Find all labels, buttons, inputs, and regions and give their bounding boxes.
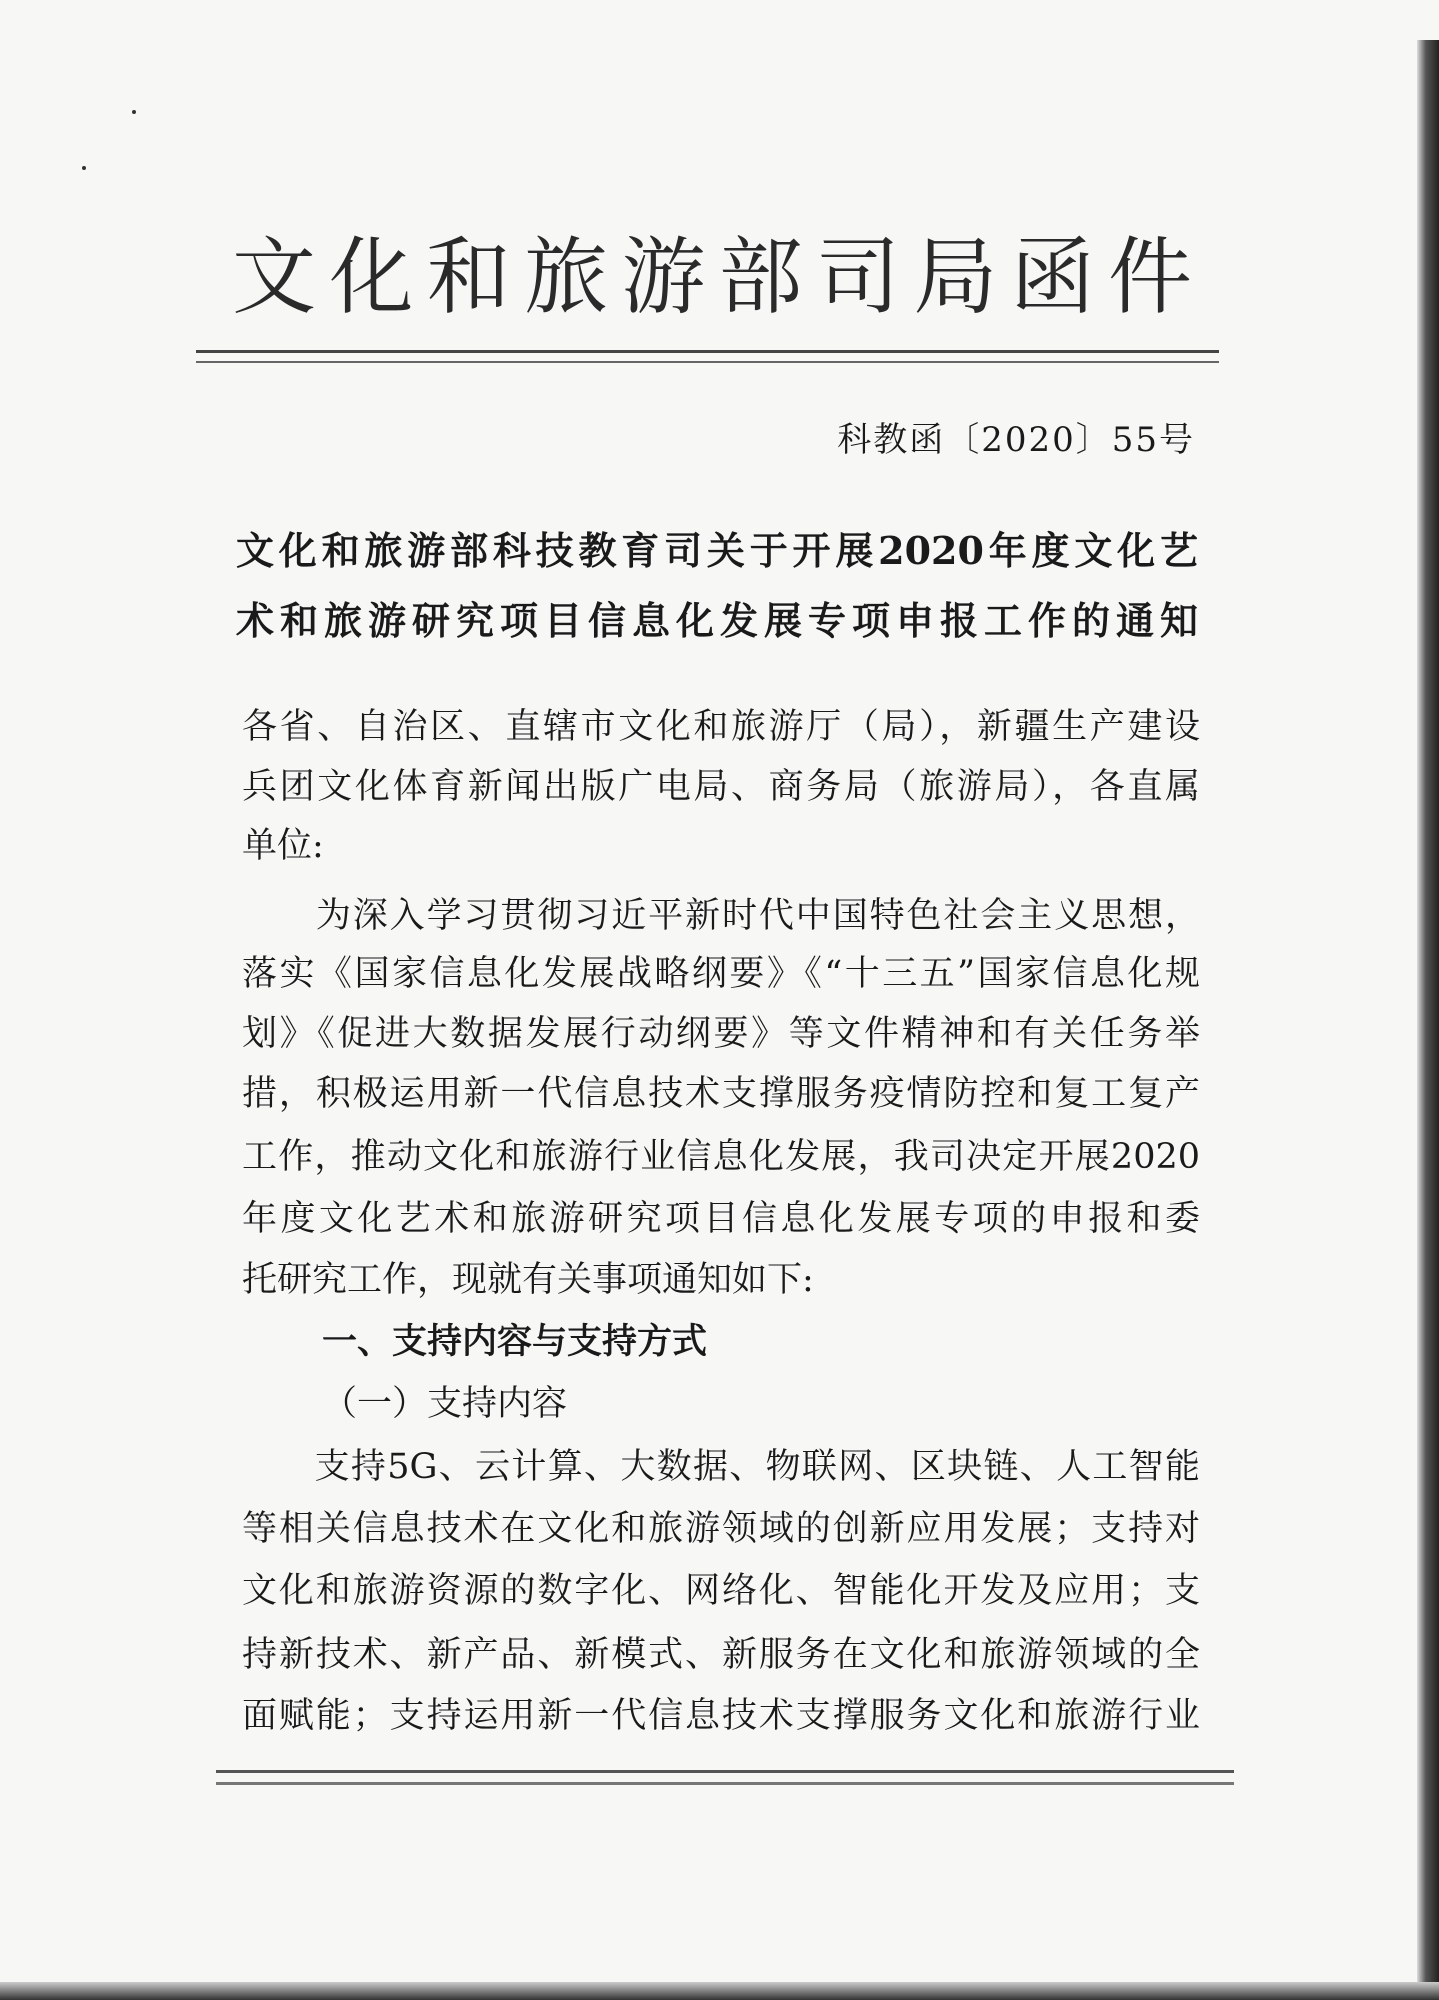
document-title-line: 术和旅游研究项目信息化发展专项申报工作的通知 bbox=[236, 598, 1198, 643]
body-line: 单位: bbox=[242, 826, 324, 866]
scan-speck bbox=[132, 110, 136, 114]
body-line: 年度文化艺术和旅游研究项目信息化发展专项的申报和委 bbox=[242, 1199, 1200, 1239]
body-line: 兵团文化体育新闻出版广电局、商务局（旅游局），各直属 bbox=[242, 767, 1200, 807]
document-number: 科教函〔2020〕55号 bbox=[837, 420, 1195, 460]
body-line: 托研究工作，现就有关事项通知如下: bbox=[242, 1260, 814, 1300]
document-title-line: 文化和旅游部科技教育司关于开展2020年度文化艺 bbox=[236, 528, 1198, 573]
content-line: 面赋能；支持运用新一代信息技术支撑服务文化和旅游行业 bbox=[242, 1696, 1200, 1736]
masthead-rule bbox=[196, 350, 1219, 363]
masthead-title: 文化和旅游部司局函件 bbox=[232, 228, 1192, 326]
content-line: 持新技术、新产品、新模式、新服务在文化和旅游领域的全 bbox=[242, 1635, 1200, 1675]
content-line: 文化和旅游资源的数字化、网络化、智能化开发及应用；支 bbox=[242, 1571, 1200, 1611]
footer-rule bbox=[216, 1770, 1234, 1785]
section-heading: 一、支持内容与支持方式 bbox=[322, 1322, 708, 1362]
content-line: 等相关信息技术在文化和旅游领域的创新应用发展；支持对 bbox=[242, 1509, 1200, 1549]
scan-edge-bottom bbox=[0, 1982, 1439, 2000]
body-line: 工作，推动文化和旅游行业信息化发展，我司决定开展2020 bbox=[242, 1137, 1200, 1177]
body-line: 落实《国家信息化发展战略纲要》《“十三五”国家信息化规 bbox=[242, 954, 1200, 994]
content-line: 支持5G、云计算、大数据、物联网、区块链、人工智能 bbox=[242, 1447, 1200, 1487]
body-line: 各省、自治区、直辖市文化和旅游厅（局），新疆生产建设 bbox=[242, 707, 1200, 747]
scan-speck bbox=[82, 166, 86, 170]
body-line: 为深入学习贯彻习近平新时代中国特色社会主义思想， bbox=[242, 896, 1200, 936]
subsection-heading: （一）支持内容 bbox=[322, 1384, 568, 1424]
body-line: 划》《促进大数据发展行动纲要》等文件精神和有关任务举 bbox=[242, 1014, 1200, 1054]
scan-edge-right bbox=[1417, 40, 1439, 1990]
body-line: 措，积极运用新一代信息技术支撑服务疫情防控和复工复产 bbox=[242, 1074, 1200, 1114]
